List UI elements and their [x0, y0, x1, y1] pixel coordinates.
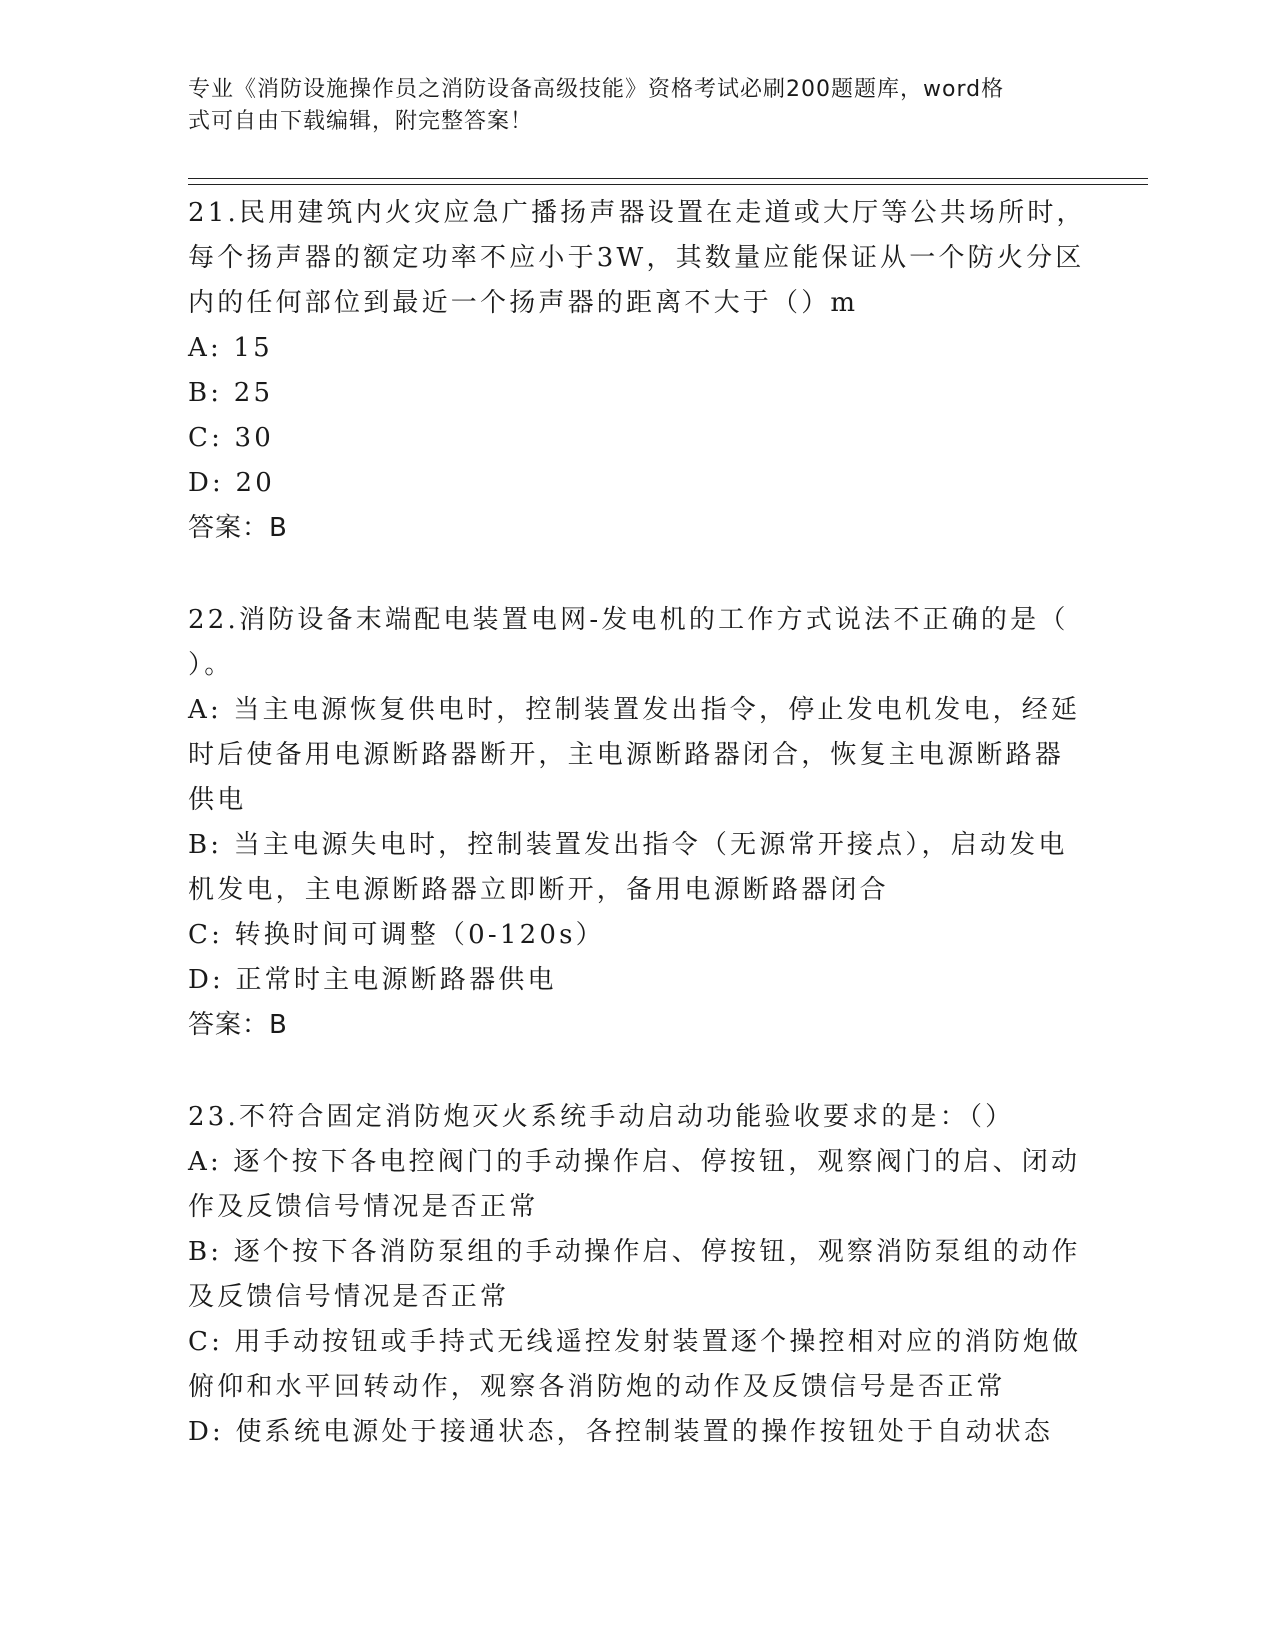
option-d: D: 20 — [188, 468, 275, 498]
question-23 — [188, 1095, 1082, 1455]
header-divider-top — [188, 178, 1148, 179]
option-b-continued: 机发电，主电源断路器立即断开，备用电源断路器闭合 — [188, 875, 889, 905]
header-line-2: 式可自由下载编辑，附完整答案！ — [188, 109, 534, 134]
document-header — [188, 74, 1068, 138]
option-b-continued: 及反馈信号情况是否正常 — [188, 1282, 510, 1312]
answer-label: 答案：B — [188, 513, 288, 543]
question-stem-line: ）。 — [188, 650, 234, 680]
question-list — [188, 191, 1086, 1455]
option-b: B: 逐个按下各消防泵组的手动操作启、停按钮，观察消防泵组的动作 — [188, 1237, 1081, 1267]
option-b: B: 当主电源失电时，控制装置发出指令（无源常开接点），启动发电 — [188, 830, 1068, 860]
question-spacer — [188, 551, 1068, 598]
option-a: A: 逐个按下各电控阀门的手动操作启、停按钮，观察阀门的启、闭动 — [188, 1147, 1081, 1177]
question-spacer — [188, 1048, 1068, 1095]
answer-label: 答案：B — [188, 1010, 288, 1040]
question-21 — [188, 191, 1086, 551]
option-c: C: 转换时间可调整（0-120s） — [188, 920, 605, 950]
option-b: B: 25 — [188, 378, 274, 408]
option-c: C: 30 — [188, 423, 275, 453]
option-a: A: 当主电源恢复供电时，控制装置发出指令，停止发电机发电，经延 — [188, 695, 1081, 725]
option-a-continued: 供电 — [188, 785, 247, 815]
header-divider-bottom — [188, 184, 1148, 185]
option-a-continued: 作及反馈信号情况是否正常 — [188, 1192, 539, 1222]
question-22 — [188, 598, 1081, 1048]
question-stem-line: 22.消防设备末端配电装置电网-发电机的工作方式说法不正确的是（ — [188, 605, 1069, 635]
option-c-continued: 俯仰和水平回转动作，观察各消防炮的动作及反馈信号是否正常 — [188, 1372, 1006, 1402]
option-d: D: 正常时主电源断路器供电 — [188, 965, 557, 995]
question-stem-line: 23.不符合固定消防炮灭火系统手动启动功能验收要求的是：（） — [188, 1102, 1015, 1132]
question-stem-line: 每个扬声器的额定功率不应小于3W，其数量应能保证从一个防火分区 — [188, 243, 1085, 273]
header-line-1: 专业《消防设施操作员之消防设备高级技能》资格考试必刷200题题库，word格 — [188, 77, 1005, 102]
option-c: C: 用手动按钮或手持式无线遥控发射装置逐个操控相对应的消防炮做 — [188, 1327, 1082, 1357]
question-stem-line: 21.民用建筑内火灾应急广播扬声器设置在走道或大厅等公共场所时， — [188, 198, 1086, 228]
option-d: D: 使系统电源处于接通状态，各控制装置的操作按钮处于自动状态 — [188, 1417, 1054, 1447]
option-a: A: 15 — [188, 333, 273, 363]
option-a-continued: 时后使备用电源断路器断开，主电源断路器闭合，恢复主电源断路器 — [188, 740, 1065, 770]
question-stem-line: 内的任何部位到最近一个扬声器的距离不大于（）m — [188, 288, 859, 318]
